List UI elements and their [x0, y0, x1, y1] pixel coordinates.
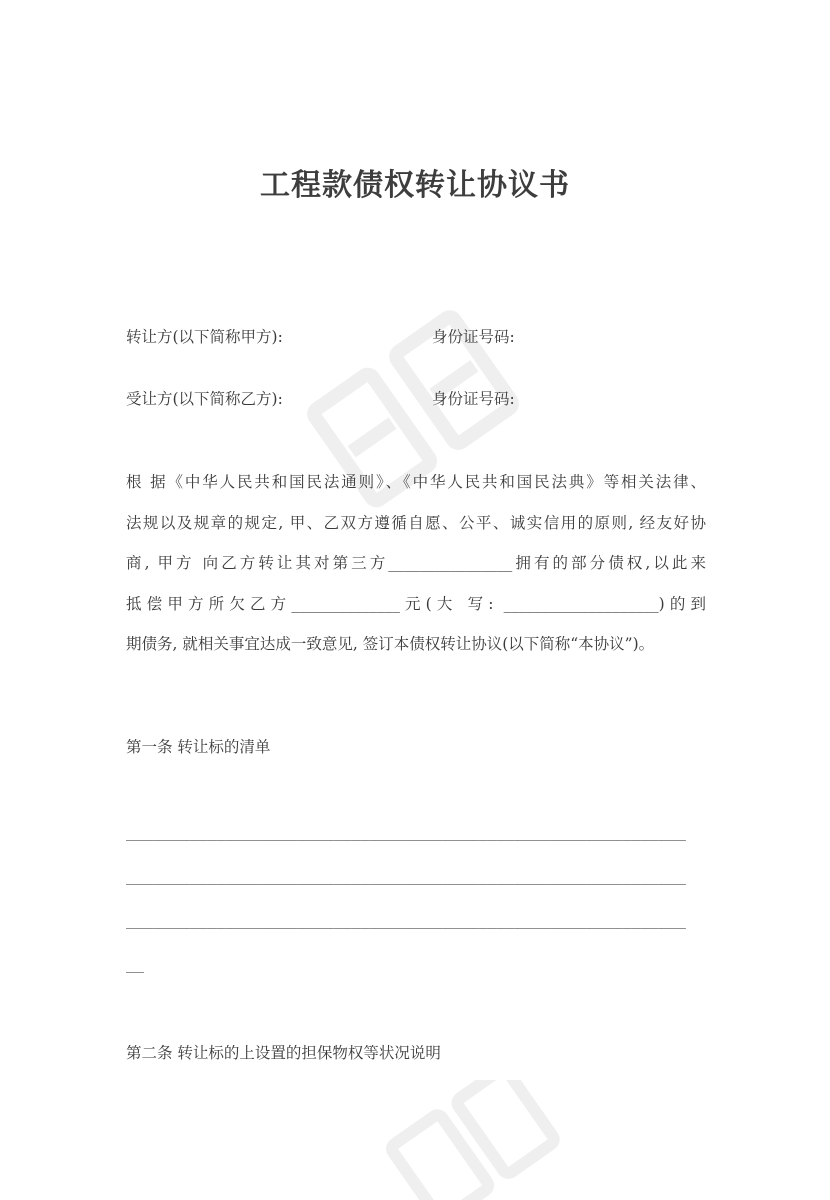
article-1-heading: 第一条 转让标的清单	[126, 738, 271, 756]
preamble-line: 根 据《中华人民共和国民法通则》、《中华人民共和国民法典》等相关法律、	[126, 473, 706, 491]
blank-line: ______________________________________________________________	[126, 911, 686, 929]
page-title: 工程款债权转让协议书	[260, 168, 570, 203]
preamble-line: 期债务, 就相关事宜达成一致意见, 签订本债权转让协议(以下简称“本协议”)。	[126, 635, 655, 653]
preamble-line: 抵偿甲方所欠乙方______________元(大 写: ____________________)的到	[126, 594, 706, 613]
blank-line: __	[126, 955, 145, 973]
article-2-heading: 第二条 转让标的上设置的担保物权等状况说明	[126, 1044, 441, 1062]
blank-line: ______________________________________________________________	[126, 823, 686, 841]
party-a-label: 转让方(以下简称甲方):	[126, 328, 283, 346]
party-b-id-label: 身份证号码:	[432, 390, 515, 408]
preamble-line: 商, 甲方 向乙方转让其对第三方________________拥有的部分债权,以此来	[126, 554, 706, 572]
watermark-logo-icon-lower	[380, 1080, 560, 1200]
blank-line: ______________________________________________________________	[126, 867, 686, 885]
preamble-line: 法规以及规章的规定, 甲、乙双方遵循自愿、公平、诚实信用的原则, 经友好协	[126, 513, 706, 532]
party-a-id-label: 身份证号码:	[432, 328, 515, 346]
preamble-paragraph	[126, 462, 706, 665]
party-b-label: 受让方(以下简称乙方):	[126, 390, 283, 408]
